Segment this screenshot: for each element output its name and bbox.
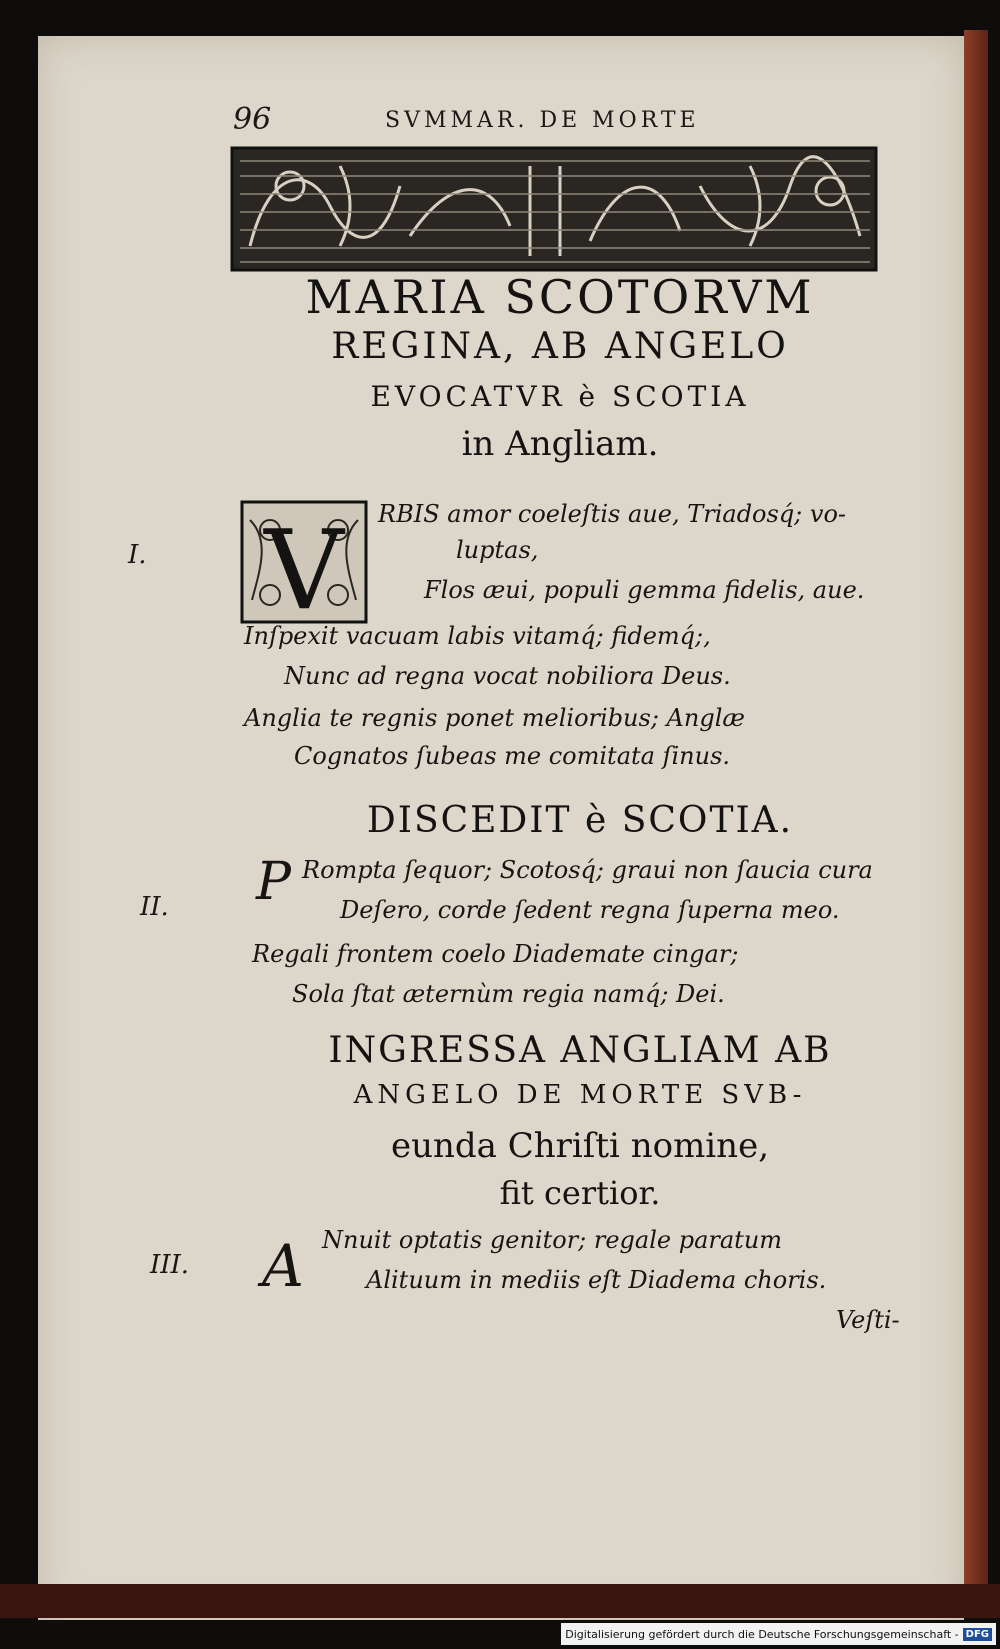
- section-heading-ingressa-3: eunda Chriſti nomine,: [390, 1126, 770, 1166]
- binding-edge: [0, 1584, 1000, 1618]
- woodcut-ornament-band: [230, 146, 878, 272]
- digitization-credit: [561, 1623, 996, 1645]
- section-heading-ingressa-4: fit certior.: [499, 1174, 661, 1212]
- verse-line: Nunc ad regna vocat nobiliora Deus.: [284, 662, 731, 690]
- ornamental-initial-v: [240, 500, 368, 624]
- verse-line: Regali frontem coelo Diademate cingar;: [252, 940, 739, 968]
- title-line-4: in Angliam.: [461, 424, 659, 464]
- verse-line: Deſero, corde ſedent regna ſuperna meo.: [340, 896, 840, 924]
- stanza-numeral-2: II.: [140, 892, 169, 922]
- svg-text:V: V: [264, 506, 344, 624]
- verse-line: Cognatos ſubeas me comitata ſinus.: [294, 742, 731, 770]
- section-heading-discedit: DISCEDIT è SCOTIA.: [366, 800, 794, 841]
- verse-line: Anglia te regnis ponet melioribus; Anglæ: [244, 704, 745, 732]
- credit-text: Digitalisierung gefördert durch die Deutsche Forschungsgemeinschaft -: [565, 1627, 959, 1641]
- running-title: SVMMAR. DE MORTE: [385, 108, 700, 133]
- section-heading-ingressa-2: ANGELO DE MORTE SVB-: [353, 1080, 807, 1110]
- initial-letter-p: P: [256, 852, 291, 912]
- verse-line: Inſpexit vacuam labis vitamq́; fidemq́;,: [244, 622, 711, 650]
- verse-line: Rompta ſequor; Scotosq́; graui non ſaucia cura: [302, 856, 873, 884]
- page-header: [225, 100, 825, 140]
- stanza-numeral-1: I.: [128, 540, 147, 570]
- verse-line: luptas,: [456, 536, 539, 564]
- verse-line: RBIS amor coeleſtis aue, Triadosq́; vo-: [378, 500, 847, 528]
- verse-line: Sola ſtat æternùm regia namq́; Dei.: [292, 980, 725, 1008]
- title-line-1: MARIA SCOTORVM: [305, 270, 815, 324]
- dfg-logo: DFG: [963, 1628, 992, 1641]
- page-number: 96: [233, 102, 272, 137]
- verse-line: Alituum in mediis eſt Diadema choris.: [366, 1266, 827, 1294]
- verse-line: Nnuit optatis genitor; regale paratum: [322, 1226, 783, 1254]
- initial-letter-a: A: [262, 1232, 304, 1300]
- section-heading-ingressa-1: INGRESSA ANGLIAM AB: [328, 1030, 832, 1071]
- catchword: Veſti-: [836, 1306, 900, 1334]
- verse-line: Flos æui, populi gemma fidelis, aue.: [424, 576, 865, 604]
- title-line-3: EVOCATVR è SCOTIA: [370, 380, 750, 413]
- stanza-numeral-3: III.: [150, 1250, 190, 1280]
- page-edge: [964, 30, 988, 1610]
- title-line-2: REGINA, AB ANGELO: [331, 326, 789, 367]
